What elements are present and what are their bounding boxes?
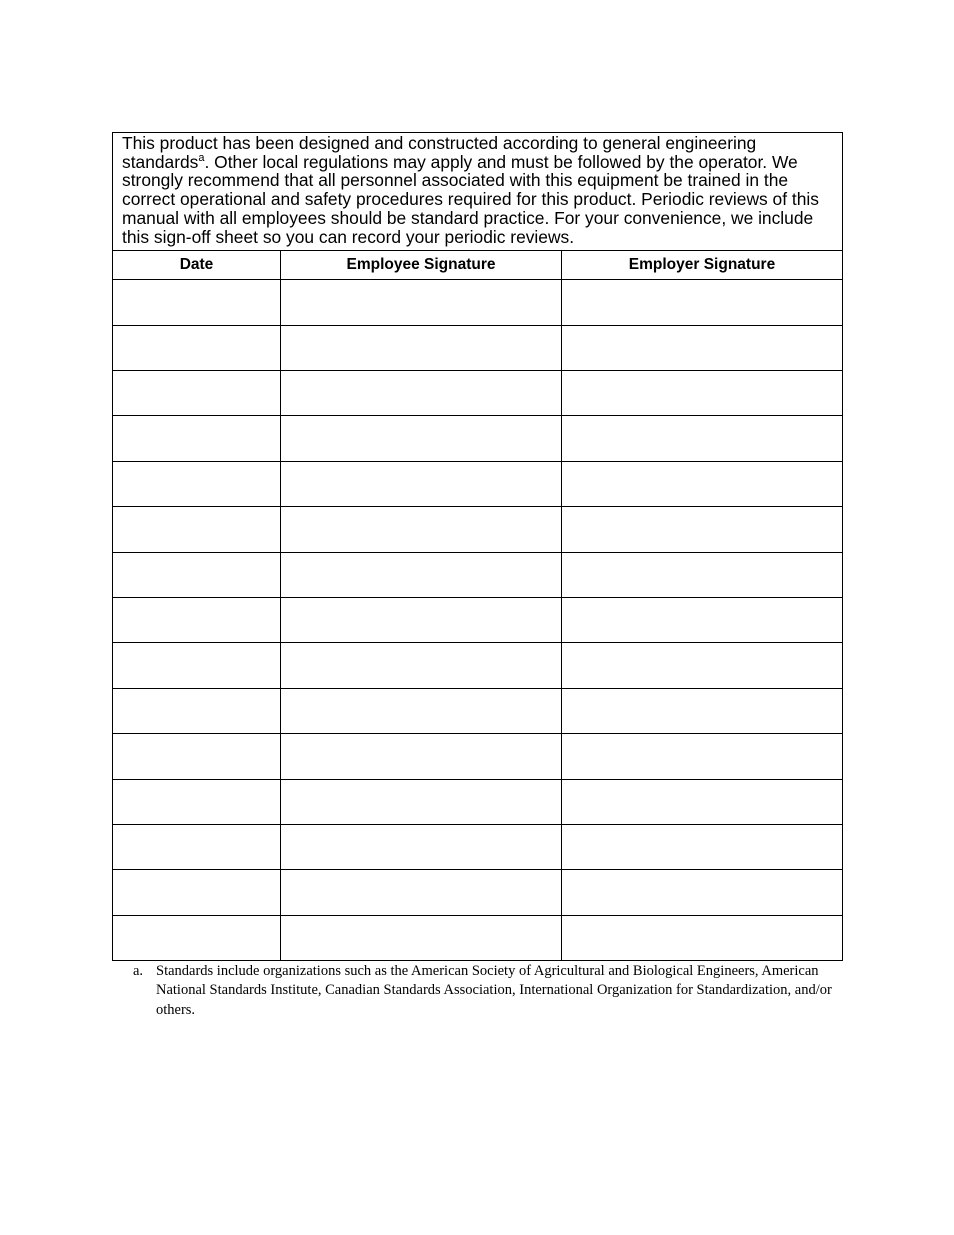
employer-signature-cell[interactable] xyxy=(562,870,843,915)
employee-signature-cell[interactable] xyxy=(281,643,562,688)
footnote-reference[interactable]: a xyxy=(198,151,205,164)
employer-signature-cell[interactable] xyxy=(562,734,843,779)
date-cell[interactable] xyxy=(113,552,281,597)
footnote xyxy=(133,962,833,1020)
header-row xyxy=(113,251,843,280)
date-cell[interactable] xyxy=(113,824,281,869)
date-cell[interactable] xyxy=(113,915,281,960)
table-row xyxy=(113,734,843,779)
employer-signature-cell[interactable] xyxy=(562,507,843,552)
date-cell[interactable] xyxy=(113,734,281,779)
employer-signature-cell[interactable] xyxy=(562,325,843,370)
intro-text-before: This product has been designed and constructed according to general engineering standards xyxy=(122,133,757,172)
table-row xyxy=(113,507,843,552)
employee-signature-cell[interactable] xyxy=(281,779,562,824)
footnote-text: Standards include organizations such as the American Society of Agricultural and Biological Engineers, American National Standards Institute, Canadian Standards Association, International Organization for Standardization, and/or others. xyxy=(156,963,832,1018)
table-row xyxy=(113,915,843,960)
employer-signature-cell[interactable] xyxy=(562,371,843,416)
employee-signature-cell[interactable] xyxy=(281,280,562,325)
date-cell[interactable] xyxy=(113,325,281,370)
employee-signature-cell[interactable] xyxy=(281,371,562,416)
table-row xyxy=(113,779,843,824)
employee-signature-cell[interactable] xyxy=(281,416,562,461)
table-row xyxy=(113,325,843,370)
date-cell[interactable] xyxy=(113,643,281,688)
employee-signature-cell[interactable] xyxy=(281,507,562,552)
table-row xyxy=(113,643,843,688)
signoff-table xyxy=(112,132,843,961)
employer-signature-cell[interactable] xyxy=(562,915,843,960)
employer-signature-cell[interactable] xyxy=(562,280,843,325)
employee-signature-cell[interactable] xyxy=(281,597,562,642)
employer-signature-cell[interactable] xyxy=(562,597,843,642)
employer-signature-cell[interactable] xyxy=(562,643,843,688)
employee-signature-cell[interactable] xyxy=(281,734,562,779)
employee-signature-cell[interactable] xyxy=(281,461,562,506)
intro-paragraph xyxy=(113,133,843,251)
date-cell[interactable] xyxy=(113,461,281,506)
date-cell[interactable] xyxy=(113,371,281,416)
intro-text-after: . Other local regulations may apply and must be followed by the operator. We strongly recommend that all personnel associated with this equipment be trained in the correct operational and safety procedures required for this product. Periodic reviews of this manual with all employees should be standard practice. For your convenience, we include this sign-off sheet so you can record your periodic reviews. xyxy=(122,151,819,247)
date-cell[interactable] xyxy=(113,779,281,824)
table-row xyxy=(113,461,843,506)
employee-signature-cell[interactable] xyxy=(281,688,562,733)
employee-signature-cell[interactable] xyxy=(281,870,562,915)
signoff-rows xyxy=(113,280,843,961)
intro-row xyxy=(113,133,843,251)
employee-signature-cell[interactable] xyxy=(281,325,562,370)
footnote-marker: a. xyxy=(133,963,144,979)
date-cell[interactable] xyxy=(113,507,281,552)
column-header-employee-signature: Employee Signature xyxy=(281,251,562,280)
date-cell[interactable] xyxy=(113,870,281,915)
table-row xyxy=(113,416,843,461)
employee-signature-cell[interactable] xyxy=(281,915,562,960)
table-row xyxy=(113,688,843,733)
table-row xyxy=(113,280,843,325)
column-header-employer-signature: Employer Signature xyxy=(562,251,843,280)
date-cell[interactable] xyxy=(113,416,281,461)
column-header-date: Date xyxy=(113,251,281,280)
employer-signature-cell[interactable] xyxy=(562,416,843,461)
employer-signature-cell[interactable] xyxy=(562,461,843,506)
employee-signature-cell[interactable] xyxy=(281,552,562,597)
employer-signature-cell[interactable] xyxy=(562,688,843,733)
employee-signature-cell[interactable] xyxy=(281,824,562,869)
employer-signature-cell[interactable] xyxy=(562,779,843,824)
table-row xyxy=(113,870,843,915)
date-cell[interactable] xyxy=(113,688,281,733)
table-row xyxy=(113,371,843,416)
date-cell[interactable] xyxy=(113,280,281,325)
employer-signature-cell[interactable] xyxy=(562,824,843,869)
table-row xyxy=(113,824,843,869)
employer-signature-cell[interactable] xyxy=(562,552,843,597)
table-row xyxy=(113,552,843,597)
table-row xyxy=(113,597,843,642)
date-cell[interactable] xyxy=(113,597,281,642)
